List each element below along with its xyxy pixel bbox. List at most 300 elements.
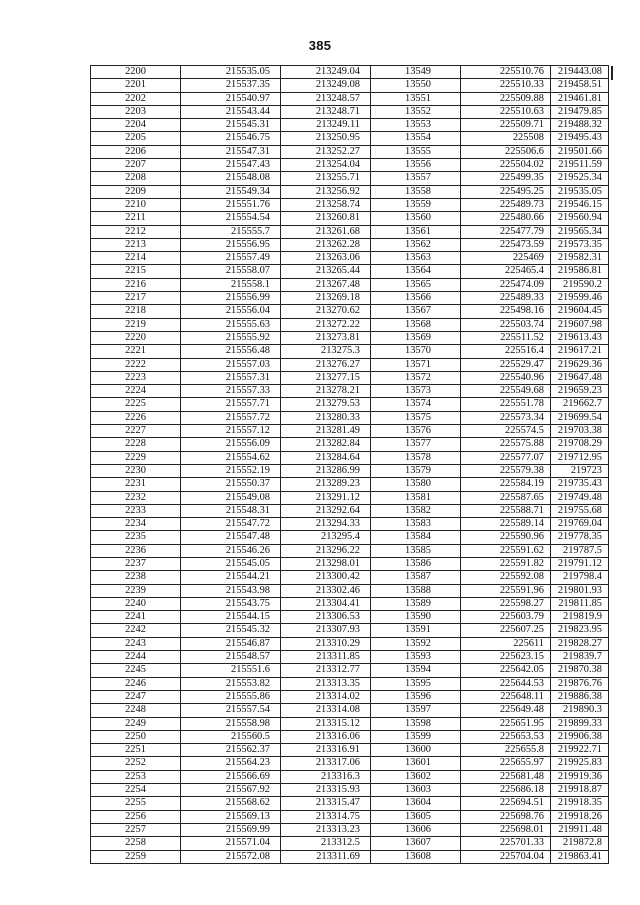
table-row [91, 331, 609, 344]
table-cell: 13577 [371, 438, 461, 451]
table-cell: 213248.57 [281, 92, 371, 105]
table-cell: 219778.35 [551, 531, 609, 544]
table-cell: 2219 [91, 318, 181, 331]
table-row [91, 810, 609, 823]
table-cell: 2249 [91, 717, 181, 730]
table-cell: 213261.68 [281, 225, 371, 238]
table-cell: 219798.4 [551, 571, 609, 584]
table-cell: 13553 [371, 119, 461, 132]
table-cell: 225603.79 [461, 611, 551, 624]
table-row [91, 425, 609, 438]
table-cell: 225474.09 [461, 278, 551, 291]
table-cell: 2239 [91, 584, 181, 597]
table-cell: 213276.27 [281, 358, 371, 371]
table-cell: 13585 [371, 544, 461, 557]
table-cell: 215556.48 [181, 345, 281, 358]
table-cell: 215548.57 [181, 651, 281, 664]
table-cell: 225549.68 [461, 385, 551, 398]
table-cell: 213249.11 [281, 119, 371, 132]
table-cell: 225681.48 [461, 770, 551, 783]
table-cell: 13601 [371, 757, 461, 770]
table-cell: 2244 [91, 651, 181, 664]
table-cell: 13571 [371, 358, 461, 371]
table-cell: 215549.34 [181, 185, 281, 198]
table-cell: 213254.04 [281, 159, 371, 172]
table-cell: 2206 [91, 145, 181, 158]
table-row [91, 518, 609, 531]
table-cell: 13566 [371, 292, 461, 305]
table-cell: 219876.76 [551, 677, 609, 690]
table-cell: 13575 [371, 411, 461, 424]
table-cell: 219699.54 [551, 411, 609, 424]
table-cell: 213270.62 [281, 305, 371, 318]
table-cell: 213265.44 [281, 265, 371, 278]
table-cell: 219863.41 [551, 850, 609, 863]
table-cell: 213267.48 [281, 278, 371, 291]
table-cell: 213248.71 [281, 105, 371, 118]
table-cell: 215555.92 [181, 331, 281, 344]
table-cell: 215556.99 [181, 292, 281, 305]
table-cell: 225591.62 [461, 544, 551, 557]
table-cell: 225465.4 [461, 265, 551, 278]
table-cell: 213255.71 [281, 172, 371, 185]
table-cell: 213317.06 [281, 757, 371, 770]
table-cell: 2240 [91, 597, 181, 610]
table-cell: 215555.7 [181, 225, 281, 238]
table-cell: 225573.34 [461, 411, 551, 424]
table-cell: 213260.81 [281, 212, 371, 225]
table-cell: 225588.71 [461, 504, 551, 517]
table-cell: 13572 [371, 371, 461, 384]
table-cell: 225623.15 [461, 651, 551, 664]
table-cell: 215547.31 [181, 145, 281, 158]
table-cell: 219607.98 [551, 318, 609, 331]
table-cell: 213314.08 [281, 704, 371, 717]
table-cell: 213292.64 [281, 504, 371, 517]
table-cell: 219925.83 [551, 757, 609, 770]
table-cell: 215557.71 [181, 398, 281, 411]
table-cell: 219819.9 [551, 611, 609, 624]
table-row [91, 478, 609, 491]
table-row [91, 172, 609, 185]
table-cell: 219839.7 [551, 651, 609, 664]
table-cell: 219659.23 [551, 385, 609, 398]
table-cell: 213269.18 [281, 292, 371, 305]
table-cell: 225648.11 [461, 690, 551, 703]
table-cell: 213316.91 [281, 744, 371, 757]
table-cell: 2232 [91, 491, 181, 504]
table-cell: 215546.26 [181, 544, 281, 557]
table-row [91, 185, 609, 198]
table-cell: 215535.05 [181, 66, 281, 79]
table-cell: 13589 [371, 597, 461, 610]
table-row [91, 278, 609, 291]
table-cell: 215566.69 [181, 770, 281, 783]
table-cell: 13606 [371, 823, 461, 836]
table-cell: 219647.48 [551, 371, 609, 384]
table-cell: 2205 [91, 132, 181, 145]
table-cell: 215558.1 [181, 278, 281, 291]
table-cell: 219922.71 [551, 744, 609, 757]
table-cell: 213315.12 [281, 717, 371, 730]
table-row [91, 744, 609, 757]
table-cell: 225611 [461, 637, 551, 650]
table-cell: 13581 [371, 491, 461, 504]
table-cell: 225510.63 [461, 105, 551, 118]
table-cell: 2212 [91, 225, 181, 238]
table-cell: 225577.07 [461, 451, 551, 464]
table-cell: 213296.22 [281, 544, 371, 557]
table-row [91, 385, 609, 398]
table-cell: 225694.51 [461, 797, 551, 810]
table-cell: 2248 [91, 704, 181, 717]
table-cell: 225701.33 [461, 837, 551, 850]
table-cell: 219769.04 [551, 518, 609, 531]
table-cell: 225508 [461, 132, 551, 145]
table-cell: 219629.36 [551, 358, 609, 371]
table-cell: 215551.6 [181, 664, 281, 677]
table-row [91, 717, 609, 730]
table-row [91, 292, 609, 305]
table-cell: 225589.14 [461, 518, 551, 531]
table-cell: 219599.46 [551, 292, 609, 305]
table-cell: 215552.19 [181, 464, 281, 477]
table-cell: 215568.62 [181, 797, 281, 810]
table-cell: 219735.43 [551, 478, 609, 491]
table-row [91, 198, 609, 211]
table-cell: 2255 [91, 797, 181, 810]
table-cell: 13550 [371, 79, 461, 92]
table-cell: 213302.46 [281, 584, 371, 597]
table-cell: 2251 [91, 744, 181, 757]
table-cell: 225642.05 [461, 664, 551, 677]
table-cell: 213275.3 [281, 345, 371, 358]
table-cell: 213282.84 [281, 438, 371, 451]
table-cell: 215557.72 [181, 411, 281, 424]
table-cell: 219918.87 [551, 784, 609, 797]
table-cell: 225591.96 [461, 584, 551, 597]
table-row [91, 571, 609, 584]
table-cell: 13570 [371, 345, 461, 358]
table-cell: 213316.3 [281, 770, 371, 783]
table-cell: 219870.38 [551, 664, 609, 677]
table-cell: 219458.51 [551, 79, 609, 92]
table-cell: 215547.48 [181, 531, 281, 544]
table-cell: 2222 [91, 358, 181, 371]
table-cell: 13564 [371, 265, 461, 278]
table-row [91, 757, 609, 770]
table-cell: 225686.18 [461, 784, 551, 797]
table-cell: 219749.48 [551, 491, 609, 504]
table-cell: 13595 [371, 677, 461, 690]
table-cell: 213315.47 [281, 797, 371, 810]
table-cell: 13587 [371, 571, 461, 584]
table-cell: 215537.35 [181, 79, 281, 92]
table-cell: 219488.32 [551, 119, 609, 132]
table-row [91, 398, 609, 411]
table-cell: 215554.54 [181, 212, 281, 225]
table-cell: 2243 [91, 637, 181, 650]
table-row [91, 611, 609, 624]
table-cell: 219801.93 [551, 584, 609, 597]
table-cell: 2218 [91, 305, 181, 318]
table-row [91, 105, 609, 118]
table-row [91, 451, 609, 464]
table-row [91, 252, 609, 265]
table-cell: 213280.33 [281, 411, 371, 424]
table-cell: 219703.38 [551, 425, 609, 438]
table-cell: 219787.5 [551, 544, 609, 557]
table-row [91, 730, 609, 743]
table-row [91, 850, 609, 863]
table-cell: 13586 [371, 557, 461, 570]
table-cell: 13588 [371, 584, 461, 597]
table-row [91, 212, 609, 225]
table-row [91, 345, 609, 358]
table-cell: 213312.77 [281, 664, 371, 677]
table-cell: 215557.12 [181, 425, 281, 438]
table-cell: 13567 [371, 305, 461, 318]
table-cell: 225489.33 [461, 292, 551, 305]
table-cell: 13569 [371, 331, 461, 344]
table-row [91, 358, 609, 371]
table-cell: 13555 [371, 145, 461, 158]
table-cell: 225498.16 [461, 305, 551, 318]
table-cell: 13592 [371, 637, 461, 650]
table-cell: 2216 [91, 278, 181, 291]
table-cell: 219573.35 [551, 238, 609, 251]
coordinates-table [90, 65, 609, 864]
table-cell: 215548.08 [181, 172, 281, 185]
table-cell: 2254 [91, 784, 181, 797]
table-cell: 213316.06 [281, 730, 371, 743]
table-row [91, 544, 609, 557]
table-row [91, 159, 609, 172]
table-cell: 13580 [371, 478, 461, 491]
table-cell: 215545.31 [181, 119, 281, 132]
table-cell: 13593 [371, 651, 461, 664]
table-cell: 2210 [91, 198, 181, 211]
table-row [91, 318, 609, 331]
table-cell: 215572.08 [181, 850, 281, 863]
table-cell: 2220 [91, 331, 181, 344]
table-cell: 215558.07 [181, 265, 281, 278]
table-row [91, 66, 609, 79]
table-cell: 213249.04 [281, 66, 371, 79]
table-cell: 213295.4 [281, 531, 371, 544]
table-row [91, 438, 609, 451]
table-cell: 219708.29 [551, 438, 609, 451]
table-cell: 215549.08 [181, 491, 281, 504]
table-cell: 225551.78 [461, 398, 551, 411]
table-cell: 219560.94 [551, 212, 609, 225]
table-cell: 215555.63 [181, 318, 281, 331]
table-cell: 2246 [91, 677, 181, 690]
table-cell: 225698.01 [461, 823, 551, 836]
table-row [91, 238, 609, 251]
table-cell: 213277.15 [281, 371, 371, 384]
table-cell: 219899.33 [551, 717, 609, 730]
table-cell: 213291.12 [281, 491, 371, 504]
table-cell: 225575.88 [461, 438, 551, 451]
table-cell: 219755.68 [551, 504, 609, 517]
table-cell: 213310.29 [281, 637, 371, 650]
table-cell: 213272.22 [281, 318, 371, 331]
table-cell: 13554 [371, 132, 461, 145]
table-cell: 13591 [371, 624, 461, 637]
table-cell: 225655.97 [461, 757, 551, 770]
table-row [91, 79, 609, 92]
table-row [91, 225, 609, 238]
table-cell: 2235 [91, 531, 181, 544]
table-cell: 2252 [91, 757, 181, 770]
margin-mark [611, 66, 613, 80]
table-cell: 2213 [91, 238, 181, 251]
table-cell: 225587.65 [461, 491, 551, 504]
table-cell: 225503.74 [461, 318, 551, 331]
table-cell: 219546.15 [551, 198, 609, 211]
table-cell: 215564.23 [181, 757, 281, 770]
table-cell: 213311.85 [281, 651, 371, 664]
table-cell: 13600 [371, 744, 461, 757]
table-cell: 213315.93 [281, 784, 371, 797]
table-cell: 219443.08 [551, 66, 609, 79]
table-row [91, 651, 609, 664]
table-cell: 215547.72 [181, 518, 281, 531]
table-cell: 219617.21 [551, 345, 609, 358]
table-cell: 13552 [371, 105, 461, 118]
table-row [91, 797, 609, 810]
table-cell: 13579 [371, 464, 461, 477]
table-cell: 213304.41 [281, 597, 371, 610]
table-cell: 2225 [91, 398, 181, 411]
table-cell: 13563 [371, 252, 461, 265]
table-cell: 215557.31 [181, 371, 281, 384]
table-cell: 225579.38 [461, 464, 551, 477]
table-cell: 2229 [91, 451, 181, 464]
table-cell: 13594 [371, 664, 461, 677]
table-row [91, 305, 609, 318]
table-cell: 2258 [91, 837, 181, 850]
table-cell: 219501.66 [551, 145, 609, 158]
table-cell: 213313.35 [281, 677, 371, 690]
table-cell: 225704.04 [461, 850, 551, 863]
table-row [91, 411, 609, 424]
table-row [91, 624, 609, 637]
table-cell: 215557.33 [181, 385, 281, 398]
table-cell: 13576 [371, 425, 461, 438]
table-row [91, 770, 609, 783]
table-cell: 2221 [91, 345, 181, 358]
table-row [91, 531, 609, 544]
table-cell: 213313.23 [281, 823, 371, 836]
table-cell: 213278.21 [281, 385, 371, 398]
table-cell: 219461.81 [551, 92, 609, 105]
table-cell: 13557 [371, 172, 461, 185]
table-cell: 225510.76 [461, 66, 551, 79]
table-cell: 225495.25 [461, 185, 551, 198]
table-cell: 219811.85 [551, 597, 609, 610]
table-cell: 225499.35 [461, 172, 551, 185]
table-cell: 215554.62 [181, 451, 281, 464]
table-cell: 215558.98 [181, 717, 281, 730]
table-cell: 213249.08 [281, 79, 371, 92]
table-cell: 13607 [371, 837, 461, 850]
table-cell: 225477.79 [461, 225, 551, 238]
table-cell: 219828.27 [551, 637, 609, 650]
table-cell: 2241 [91, 611, 181, 624]
table-row [91, 145, 609, 158]
table-cell: 219582.31 [551, 252, 609, 265]
table-cell: 219791.12 [551, 557, 609, 570]
table-cell: 215540.97 [181, 92, 281, 105]
table-cell: 213263.06 [281, 252, 371, 265]
table-cell: 2237 [91, 557, 181, 570]
table-cell: 2259 [91, 850, 181, 863]
table-cell: 215543.98 [181, 584, 281, 597]
table-cell: 219872.8 [551, 837, 609, 850]
table-cell: 13565 [371, 278, 461, 291]
table-cell: 225644.53 [461, 677, 551, 690]
table-cell: 2238 [91, 571, 181, 584]
table-cell: 2209 [91, 185, 181, 198]
table-cell: 219525.34 [551, 172, 609, 185]
table-row [91, 504, 609, 517]
table-cell: 225698.76 [461, 810, 551, 823]
table-cell: 2215 [91, 265, 181, 278]
table-cell: 225509.88 [461, 92, 551, 105]
table-cell: 13584 [371, 531, 461, 544]
table-cell: 219479.85 [551, 105, 609, 118]
table-cell: 219590.2 [551, 278, 609, 291]
table-cell: 2203 [91, 105, 181, 118]
table-cell: 2207 [91, 159, 181, 172]
table-row [91, 464, 609, 477]
table-cell: 215557.54 [181, 704, 281, 717]
table-row [91, 119, 609, 132]
table-cell: 219511.59 [551, 159, 609, 172]
table-cell: 225489.73 [461, 198, 551, 211]
table-cell: 213252.27 [281, 145, 371, 158]
table-cell: 13558 [371, 185, 461, 198]
table-cell: 213262.28 [281, 238, 371, 251]
table-cell: 219535.05 [551, 185, 609, 198]
table-cell: 215557.03 [181, 358, 281, 371]
table-cell: 225509.71 [461, 119, 551, 132]
table-cell: 2257 [91, 823, 181, 836]
table-cell: 13578 [371, 451, 461, 464]
table-cell: 219586.81 [551, 265, 609, 278]
table-cell: 213279.53 [281, 398, 371, 411]
table-cell: 2208 [91, 172, 181, 185]
table-row [91, 265, 609, 278]
table-cell: 219918.35 [551, 797, 609, 810]
table-cell: 13590 [371, 611, 461, 624]
page-number: 385 [308, 38, 332, 53]
table-cell: 213256.92 [281, 185, 371, 198]
table-cell: 225649.48 [461, 704, 551, 717]
table-cell: 215569.13 [181, 810, 281, 823]
table-cell: 225655.8 [461, 744, 551, 757]
table-cell: 2227 [91, 425, 181, 438]
table-cell: 213314.02 [281, 690, 371, 703]
table-row [91, 677, 609, 690]
table-cell: 215546.75 [181, 132, 281, 145]
table-cell: 213281.49 [281, 425, 371, 438]
table-cell: 13596 [371, 690, 461, 703]
table-cell: 13597 [371, 704, 461, 717]
table-cell: 219918.26 [551, 810, 609, 823]
